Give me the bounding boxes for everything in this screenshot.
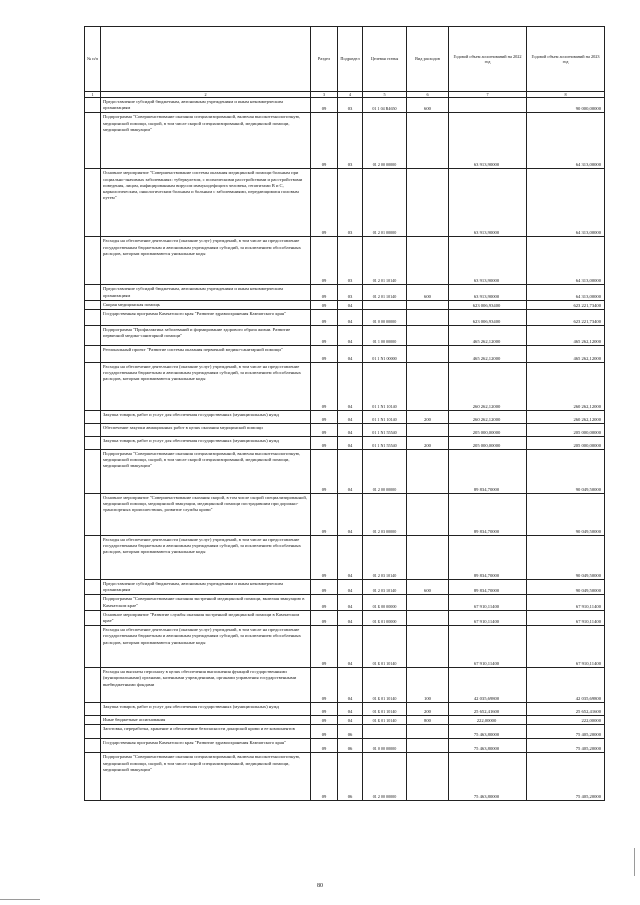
row-subsection: 03 — [338, 113, 363, 169]
row-volume-2023: 67 910,11400 — [527, 626, 605, 668]
row-number — [85, 716, 101, 725]
row-number — [85, 346, 101, 363]
row-section: 09 — [311, 437, 338, 450]
row-section: 09 — [311, 326, 338, 346]
row-volume-2022: 222,00000 — [449, 716, 527, 725]
row-volume-2023: 222,00000 — [527, 716, 605, 725]
row-name: Закупка товаров, работ и услуг для обеспечения государственных (муниципальных) нужд — [101, 437, 311, 450]
budget-table-sheet — [84, 26, 604, 801]
row-expense-type — [407, 494, 449, 536]
header-volume-2023: Годовой объем ассигнований на 2023 год — [527, 27, 605, 92]
row-expense-type: 600 — [407, 580, 449, 595]
row-target-article: 01 2 01 10140 — [363, 237, 407, 285]
row-volume-2022: 63 913,90000 — [449, 285, 527, 300]
row-name: Основное мероприятие "Совершенствование оказания скорой, в том числе скорой специализированной, медицинской помощи, медицинской эвакуации, медицинской помощи пострадавшим при дорожно-транспортных происшествиях, развитие службы крови" — [101, 494, 311, 536]
row-target-article: 01 2 00 00000 — [363, 753, 407, 801]
row-section: 09 — [311, 716, 338, 725]
row-target-article: 01 2 00 00000 — [363, 450, 407, 494]
row-target-article: 01 Б 01 10140 — [363, 626, 407, 668]
row-volume-2023: 623 221,73400 — [527, 300, 605, 309]
row-section: 09 — [311, 113, 338, 169]
row-target-article: 01 1 N1 55540 — [363, 437, 407, 450]
row-expense-type: 200 — [407, 437, 449, 450]
row-volume-2023: 64 313,00000 — [527, 237, 605, 285]
row-expense-type — [407, 595, 449, 610]
row-number — [85, 285, 101, 300]
row-expense-type — [407, 626, 449, 668]
row-number — [85, 494, 101, 536]
table-header-row — [85, 27, 605, 92]
row-name: Иные бюджетные ассигнования — [101, 716, 311, 725]
row-section: 09 — [311, 536, 338, 580]
table-row — [85, 610, 605, 625]
row-section: 09 — [311, 98, 338, 113]
row-name: Закупка товаров, работ и услуг для обеспечения государственных (муниципальных) нужд — [101, 411, 311, 424]
row-expense-type — [407, 725, 449, 739]
row-name: Подпрограмма "Совершенствование оказания экстренной медицинской помощи, включая эвакуацию в Камчатском крае" — [101, 595, 311, 610]
row-subsection: 04 — [338, 626, 363, 668]
table-row — [85, 595, 605, 610]
column-index: 7 — [449, 92, 527, 98]
row-expense-type — [407, 346, 449, 363]
row-expense-type: 600 — [407, 98, 449, 113]
row-number — [85, 326, 101, 346]
row-name: Подпрограмма "Совершенствование оказания специализированной, включая высокотехнологичную, медицинской помощи, скорой, в том числе скорой специализированной, медицинской помощи, медицинской эвакуации" — [101, 753, 311, 801]
row-subsection: 04 — [338, 716, 363, 725]
row-volume-2023: 90 049,50000 — [527, 580, 605, 595]
header-volume-2022: Годовой объем ассигнований на 2022 год — [449, 27, 527, 92]
row-volume-2022: 89 834,70000 — [449, 450, 527, 494]
row-target-article: 01 2 03 10140 — [363, 536, 407, 580]
row-section: 09 — [311, 169, 338, 237]
column-index: 1 — [85, 92, 101, 98]
row-name: Заготовка, переработка, хранение и обеспечение безопасности донорской крови и ее компонентов — [101, 725, 311, 739]
row-volume-2023: 90 049,50000 — [527, 536, 605, 580]
row-volume-2023: 25 652,41600 — [527, 703, 605, 716]
row-volume-2022: 42 035,69800 — [449, 668, 527, 703]
row-target-article: 01 2 01 00000 — [363, 169, 407, 237]
row-volume-2022: 67 910,11400 — [449, 595, 527, 610]
row-section: 09 — [311, 363, 338, 411]
row-target-article — [363, 300, 407, 309]
row-volume-2022: 205 000,00000 — [449, 437, 527, 450]
row-name: Региональный проект "Развитие системы оказания первичной медико-санитарной помощи" — [101, 346, 311, 363]
header-section: Раздел — [311, 27, 338, 92]
row-number — [85, 739, 101, 753]
row-number — [85, 411, 101, 424]
row-expense-type — [407, 237, 449, 285]
row-volume-2022: 63 913,90000 — [449, 169, 527, 237]
row-section: 09 — [311, 753, 338, 801]
page-number: 80 — [317, 883, 323, 889]
row-number — [85, 626, 101, 668]
row-expense-type — [407, 113, 449, 169]
row-volume-2022: 63 913,90000 — [449, 237, 527, 285]
table-row — [85, 739, 605, 753]
row-target-article: 01 0 00 00000 — [363, 310, 407, 326]
row-number — [85, 310, 101, 326]
row-volume-2023: 67 910,11400 — [527, 595, 605, 610]
row-volume-2023: 205 000,00000 — [527, 424, 605, 437]
table-row — [85, 169, 605, 237]
table-row — [85, 237, 605, 285]
row-subsection: 04 — [338, 494, 363, 536]
row-expense-type — [407, 424, 449, 437]
row-subsection: 04 — [338, 363, 363, 411]
row-number — [85, 610, 101, 625]
row-target-article: 01 Б 01 00000 — [363, 610, 407, 625]
row-section: 09 — [311, 595, 338, 610]
row-volume-2023: 205 000,00000 — [527, 437, 605, 450]
row-volume-2023: 623 221,73400 — [527, 310, 605, 326]
row-volume-2022 — [449, 98, 527, 113]
table-row — [85, 326, 605, 346]
table-row — [85, 753, 605, 801]
row-section: 09 — [311, 580, 338, 595]
row-name: Основное мероприятие "Совершенствование системы оказания медицинской помощи больным при социально-значимых заболеваниях: туберкулезом, с психическими расстройствами и расстройствами поведения, лицам, инфицированным вирусом иммунодефицита человека, гепатитами В и С, наркологическим, онкологическим больным и больным с заболеваниями, передающимися половым путем" — [101, 169, 311, 237]
table-row — [85, 363, 605, 411]
column-index: 8 — [527, 92, 605, 98]
budget-table — [84, 26, 605, 801]
header-subsection: Подраздел — [338, 27, 363, 92]
row-volume-2022: 205 000,00000 — [449, 424, 527, 437]
row-expense-type: 200 — [407, 703, 449, 716]
row-subsection: 06 — [338, 725, 363, 739]
row-target-article: 01 1 00 00000 — [363, 326, 407, 346]
row-number — [85, 169, 101, 237]
row-subsection: 04 — [338, 424, 363, 437]
row-volume-2022: 623 006,93400 — [449, 310, 527, 326]
row-expense-type — [407, 363, 449, 411]
row-number — [85, 300, 101, 309]
table-row — [85, 536, 605, 580]
header-expense-type: Вид расходов — [407, 27, 449, 92]
header-name — [101, 27, 311, 92]
row-target-article: 01 1 N1 00000 — [363, 346, 407, 363]
header-target-article: Целевая статья — [363, 27, 407, 92]
row-section: 09 — [311, 725, 338, 739]
row-name: Предоставление субсидий бюджетным, автономным учреждениям и иным некоммерческим организациям — [101, 98, 311, 113]
row-volume-2022: 67 910,11400 — [449, 610, 527, 625]
table-row — [85, 494, 605, 536]
row-volume-2023: 67 910,11400 — [527, 610, 605, 625]
row-volume-2022: 25 652,41600 — [449, 703, 527, 716]
row-volume-2023: 64 313,00000 — [527, 169, 605, 237]
row-section: 09 — [311, 610, 338, 625]
row-name: Подпрограмма "Совершенствование оказания специализированной, включая высокотехнологичную, медицинской помощи, скорой, в том числе скорой специализированной, медицинской помощи, медицинской эвакуации" — [101, 450, 311, 494]
scan-edge-mark — [634, 848, 635, 876]
row-subsection: 04 — [338, 326, 363, 346]
column-index: 5 — [363, 92, 407, 98]
row-target-article: 01 2 01 10140 — [363, 285, 407, 300]
row-target-article: 01 0 00 00000 — [363, 739, 407, 753]
row-expense-type: 100 — [407, 668, 449, 703]
row-volume-2022: 623 006,93400 — [449, 300, 527, 309]
row-volume-2023: 75 405,20000 — [527, 753, 605, 801]
row-name: Расходы на обеспечение деятельности (оказание услуг) учреждений, в том числе на предоставление государственным бюджетным и автономным учреждениям субсидий, за исключением обособленных расходов, которым присваиваются уникальные коды — [101, 237, 311, 285]
row-expense-type — [407, 450, 449, 494]
row-subsection: 06 — [338, 739, 363, 753]
row-volume-2023: 465 262,12000 — [527, 346, 605, 363]
row-subsection: 04 — [338, 450, 363, 494]
row-target-article: 01 2 03 10140 — [363, 580, 407, 595]
row-expense-type: 600 — [407, 285, 449, 300]
row-number — [85, 450, 101, 494]
row-expense-type — [407, 610, 449, 625]
row-section: 09 — [311, 310, 338, 326]
row-volume-2022: 465 262,12000 — [449, 346, 527, 363]
row-number — [85, 536, 101, 580]
row-expense-type — [407, 169, 449, 237]
row-name: Обеспечение закупки авиационных работ в целях оказания медицинской помощи — [101, 424, 311, 437]
table-row — [85, 310, 605, 326]
row-subsection: 04 — [338, 580, 363, 595]
row-expense-type — [407, 753, 449, 801]
table-row — [85, 716, 605, 725]
row-target-article: 01 Б 01 10140 — [363, 703, 407, 716]
row-volume-2023: 90 049,50000 — [527, 450, 605, 494]
row-name: Подпрограмма "Профилактика заболеваний и формирование здорового образа жизни. Развитие первичной медико-санитарной помощи" — [101, 326, 311, 346]
row-section: 09 — [311, 285, 338, 300]
row-target-article: 01 Б 00 00000 — [363, 595, 407, 610]
row-name: Расходы на выплаты персоналу в целях обеспечения выполнения функций государственными (муниципальными) органами, казенными учреждениями, органами управления государственными внебюджетными фондами — [101, 668, 311, 703]
row-volume-2022: 75 463,80000 — [449, 725, 527, 739]
row-number — [85, 437, 101, 450]
table-row — [85, 346, 605, 363]
row-number — [85, 363, 101, 411]
row-subsection: 04 — [338, 437, 363, 450]
row-volume-2023: 75 405,20000 — [527, 739, 605, 753]
row-number — [85, 113, 101, 169]
row-subsection: 04 — [338, 346, 363, 363]
row-name: Основное мероприятие "Развитие службы оказания экстренной медицинской помощи в Камчатском крае" — [101, 610, 311, 625]
row-section: 09 — [311, 668, 338, 703]
row-volume-2023: 260 262,12000 — [527, 411, 605, 424]
row-target-article: 01 Б 01 10140 — [363, 668, 407, 703]
row-number — [85, 595, 101, 610]
column-index: 4 — [338, 92, 363, 98]
row-name: Государственная программа Камчатского края "Развитие здравоохранения Камчатского края" — [101, 739, 311, 753]
row-subsection: 03 — [338, 237, 363, 285]
row-subsection: 04 — [338, 536, 363, 580]
row-number — [85, 753, 101, 801]
row-target-article: 01 Б 01 10140 — [363, 716, 407, 725]
row-name: Расходы на обеспечение деятельности (оказание услуг) учреждений, в том числе на предоставление государственным бюджетным и автономным учреждениям субсидий, за исключением обособленных расходов, которым присваиваются уникальные коды — [101, 626, 311, 668]
row-volume-2023: 42 035,69800 — [527, 668, 605, 703]
row-number — [85, 580, 101, 595]
row-expense-type — [407, 326, 449, 346]
row-volume-2023: 64 313,00000 — [527, 285, 605, 300]
row-section: 09 — [311, 703, 338, 716]
table-row — [85, 668, 605, 703]
row-target-article: 01 1 N1 10140 — [363, 411, 407, 424]
row-section: 09 — [311, 626, 338, 668]
row-section: 09 — [311, 346, 338, 363]
row-volume-2022: 75 463,80000 — [449, 753, 527, 801]
column-index: 2 — [101, 92, 311, 98]
row-subsection: 06 — [338, 753, 363, 801]
table-row — [85, 98, 605, 113]
row-section: 09 — [311, 300, 338, 309]
row-name: Подпрограмма "Совершенствование оказания специализированной, включая высокотехнологичную, медицинской помощи, скорой, в том числе скорой специализированной, медицинской помощи, медицинской эвакуации" — [101, 113, 311, 169]
table-row — [85, 300, 605, 309]
row-subsection: 03 — [338, 98, 363, 113]
row-name: Скорая медицинская помощь — [101, 300, 311, 309]
table-row — [85, 437, 605, 450]
row-volume-2023: 90 000,00000 — [527, 98, 605, 113]
row-volume-2022: 465 262,12000 — [449, 326, 527, 346]
row-number — [85, 725, 101, 739]
row-subsection: 04 — [338, 411, 363, 424]
row-name: Предоставление субсидий бюджетным, автономным учреждениям и иным некоммерческим организациям — [101, 580, 311, 595]
row-volume-2023: 260 262,12000 — [527, 363, 605, 411]
row-volume-2023: 465 262,12000 — [527, 326, 605, 346]
header-number: № п/п — [85, 27, 101, 92]
row-name: Закупка товаров, работ и услуг для обеспечения государственных (муниципальных) нужд — [101, 703, 311, 716]
table-row — [85, 285, 605, 300]
row-subsection: 04 — [338, 668, 363, 703]
row-section: 09 — [311, 494, 338, 536]
row-expense-type: 800 — [407, 716, 449, 725]
row-volume-2022: 260 262,12000 — [449, 411, 527, 424]
row-subsection: 03 — [338, 169, 363, 237]
table-row — [85, 411, 605, 424]
row-volume-2023: 64 313,00000 — [527, 113, 605, 169]
row-number — [85, 703, 101, 716]
column-index: 3 — [311, 92, 338, 98]
row-volume-2022: 89 834,70000 — [449, 580, 527, 595]
row-target-article: 01 2 03 00000 — [363, 494, 407, 536]
table-row — [85, 580, 605, 595]
row-volume-2022: 89 834,70000 — [449, 536, 527, 580]
row-number — [85, 237, 101, 285]
row-name: Государственная программа Камчатского края "Развитие здравоохранения Камчатского края" — [101, 310, 311, 326]
row-section: 09 — [311, 411, 338, 424]
row-target-article: 01 1 N1 10140 — [363, 363, 407, 411]
row-name: Предоставление субсидий бюджетным, автономным учреждениям и иным некоммерческим организациям — [101, 285, 311, 300]
row-section: 09 — [311, 424, 338, 437]
row-target-article — [363, 725, 407, 739]
row-expense-type — [407, 300, 449, 309]
row-target-article: 01 2 00 00000 — [363, 113, 407, 169]
row-number — [85, 98, 101, 113]
row-section: 09 — [311, 739, 338, 753]
row-volume-2022: 63 913,90000 — [449, 113, 527, 169]
table-row — [85, 703, 605, 716]
table-row — [85, 450, 605, 494]
table-row — [85, 626, 605, 668]
row-name: Расходы на обеспечение деятельности (оказание услуг) учреждений, в том числе на предоставление государственным бюджетным и автономным учреждениям субсидий, за исключением обособленных расходов, которым присваиваются уникальные коды — [101, 536, 311, 580]
row-number — [85, 668, 101, 703]
row-volume-2022: 260 262,12000 — [449, 363, 527, 411]
table-row — [85, 424, 605, 437]
row-subsection: 04 — [338, 595, 363, 610]
row-volume-2022: 75 463,80000 — [449, 739, 527, 753]
row-volume-2022: 89 834,70000 — [449, 494, 527, 536]
row-subsection: 04 — [338, 310, 363, 326]
row-section: 09 — [311, 237, 338, 285]
row-name: Расходы на обеспечение деятельности (оказание услуг) учреждений, в том числе на предоставление государственным бюджетным и автономным учреждениям субсидий, за исключением обособленных расходов, которым присваиваются уникальные коды — [101, 363, 311, 411]
column-index: 6 — [407, 92, 449, 98]
row-target-article: 01 1 N1 55540 — [363, 424, 407, 437]
table-row — [85, 725, 605, 739]
row-expense-type — [407, 536, 449, 580]
row-subsection: 04 — [338, 703, 363, 716]
row-expense-type — [407, 739, 449, 753]
row-section: 09 — [311, 450, 338, 494]
row-volume-2023: 90 049,50000 — [527, 494, 605, 536]
row-number — [85, 424, 101, 437]
row-subsection: 03 — [338, 285, 363, 300]
row-volume-2022: 67 910,11400 — [449, 626, 527, 668]
row-target-article: 01 1 04 R4650 — [363, 98, 407, 113]
row-volume-2023: 75 405,20000 — [527, 725, 605, 739]
table-row — [85, 113, 605, 169]
row-subsection: 04 — [338, 610, 363, 625]
row-expense-type — [407, 310, 449, 326]
scan-edge-mark — [0, 899, 40, 900]
row-expense-type: 200 — [407, 411, 449, 424]
row-subsection: 04 — [338, 300, 363, 309]
